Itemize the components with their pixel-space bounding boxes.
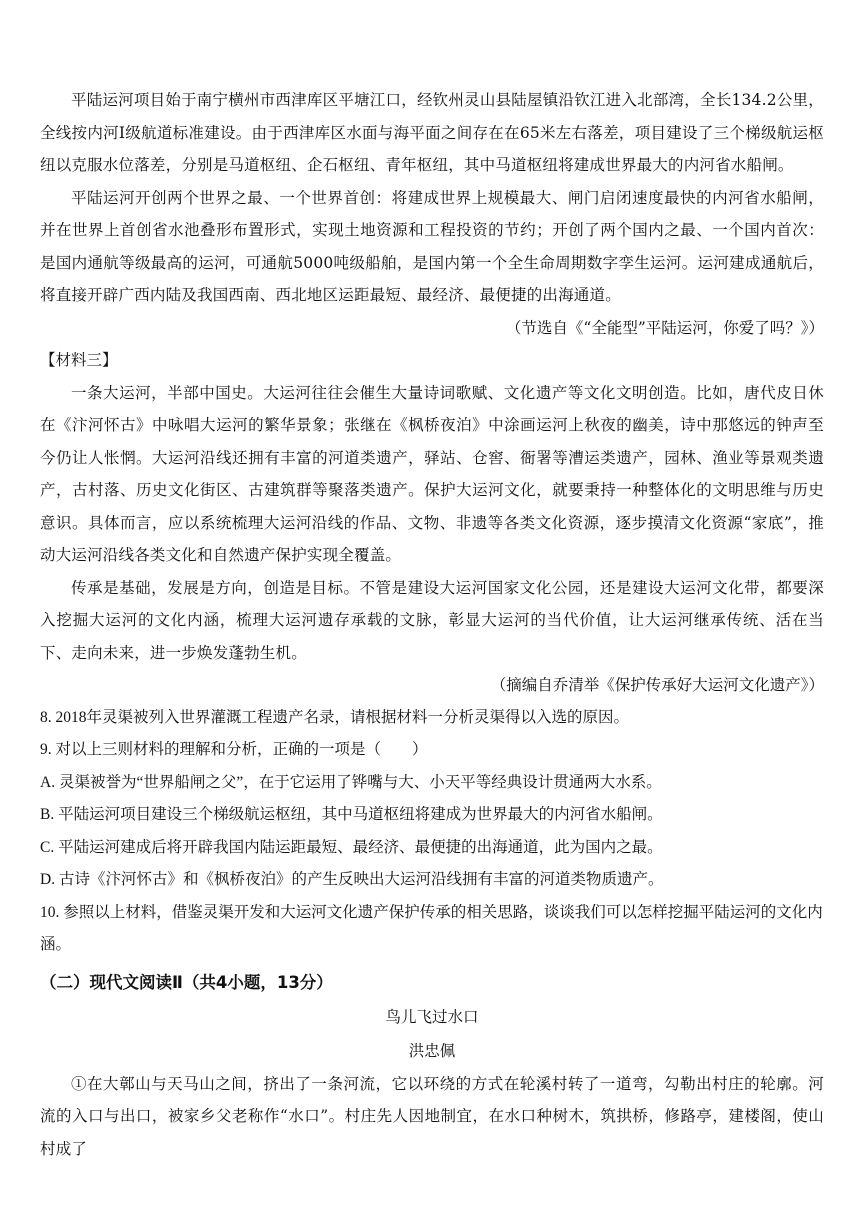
question-10: 10. 参照以上材料，借鉴灵渠开发和大运河文化遗产保护传承的相关思路，谈谈我们可以怎样挖掘平陆运河的文化内涵。 <box>40 903 823 953</box>
question-8: 8. 2018年灵渠被列入世界灌溉工程遗产名录，请根据材料一分析灵渠得以入选的原因。 <box>40 708 630 726</box>
question-9: 9. 对以上三则材料的理解和分析，正确的一项是（ ） <box>40 741 428 758</box>
material3-paragraph-2: 传承是基础，发展是方向，创造是目标。不管是建设大运河国家文化公园，还是建设大运河文化带，都要深入挖掘大运河的文化内涵，梳理大运河遗存承载的文脉，彰显大运河的当代价值，让大运河继承传统、活在当下、走向未来，进一步焕发蓬勃生机。 <box>40 578 824 662</box>
story-author: 洪忠佩 <box>408 1041 456 1060</box>
material2-paragraph-2: 平陆运河开创两个世界之最、一个世界首创：将建成世界上规模最大、闸门启闭速度最快的内河省水船闸，并在世界上首创省水池叠形布置形式，实现土地资源和工程投资的节约；开创了两个国内之最、一个国内首次：是国内通航等级最高的运河，可通航5000吨级船舶，是国内第一个全生命周期数字孪生运河。运河建成通航后，将直接开辟广西内陆及我国西南、西北地区运距最短、最经济、最便捷的出海通道。 <box>40 188 824 304</box>
option-a: A. 灵渠被誉为“世界船闸之父”，在于它运用了铧嘴与大、小天平等经典设计贯通两大水系。 <box>40 773 662 791</box>
material2-source: （节选自《“全能型”平陆运河，你爱了吗？》） <box>505 318 824 337</box>
story-title: 鸟儿飞过水口 <box>385 1007 479 1026</box>
material3-source: （摘编自乔清举《保护传承好大运河文化遗产》） <box>490 676 824 694</box>
option-b: B. 平陆运河项目建设三个梯级航运枢纽，其中马道枢纽将建成为世界最大的内河省水船闸。 <box>40 806 663 823</box>
option-c: C. 平陆运河建成后将开辟我国内陆运距最短、最经济、最便捷的出海通道，此为国内之最。 <box>40 838 663 856</box>
material3-paragraph-1: 一条大运河，半部中国史。大运河往往会催生大量诗词歌赋、文化遗产等文化文明创造。比如，唐代皮日休在《汴河怀古》中咏唱大运河的繁华景象；张继在《枫桥夜泊》中涂画运河上秋夜的幽美，诗中那悠远的钟声至今仍让人怅惘。大运河沿线还拥有丰富的河道类遗产，驿站、仓窖、衙署等漕运类遗产，园林、渔业等景观类遗产，古村落、历史文化街区、古建筑群等聚落类遗产。保护大运河文化，就要秉持一种整体化的文明思维与历史意识。具体而言，应以系统梳理大运河沿线的作品、文物、非遗等各类文化资源，逐步摸清文化资源“家底”，推动大运河沿线各类文化和自然遗产保护实现全覆盖。 <box>40 383 824 564</box>
material3-label: 【材料三】 <box>40 351 118 369</box>
material2-paragraph-1: 平陆运河项目始于南宁横州市西津库区平塘江口，经钦州灵山县陆屋镇沿钦江进入北部湾，全长134.2公里，全线按内河Ⅰ级航道标准建设。由于西津库区水面与海平面之间存在在65米左右落差，项目建设了三个梯级航运枢纽以克服水位落差，分别是马道枢纽、企石枢纽、青年枢纽，其中马道枢纽将建成世界最大的内河省水船闸。 <box>40 91 824 174</box>
section-title: （二）现代文阅读Ⅱ（共4小题，13分） <box>40 972 333 992</box>
option-d: D. 古诗《汴河怀古》和《枫桥夜泊》的产生反映出大运河沿线拥有丰富的河道类物质遗产。 <box>40 871 664 888</box>
story-paragraph-1: ①在大鄣山与天马山之间，挤出了一条河流，它以环绕的方式在轮溪村转了一道弯，勾勒出村庄的轮廓。河流的入口与出口，被家乡父老称作“水口”。村庄先人因地制宜，在水口种树木，筑拱桥，修路亭，建楼阁，使山村成了 <box>40 1074 824 1158</box>
document-page <box>40 84 824 1165</box>
